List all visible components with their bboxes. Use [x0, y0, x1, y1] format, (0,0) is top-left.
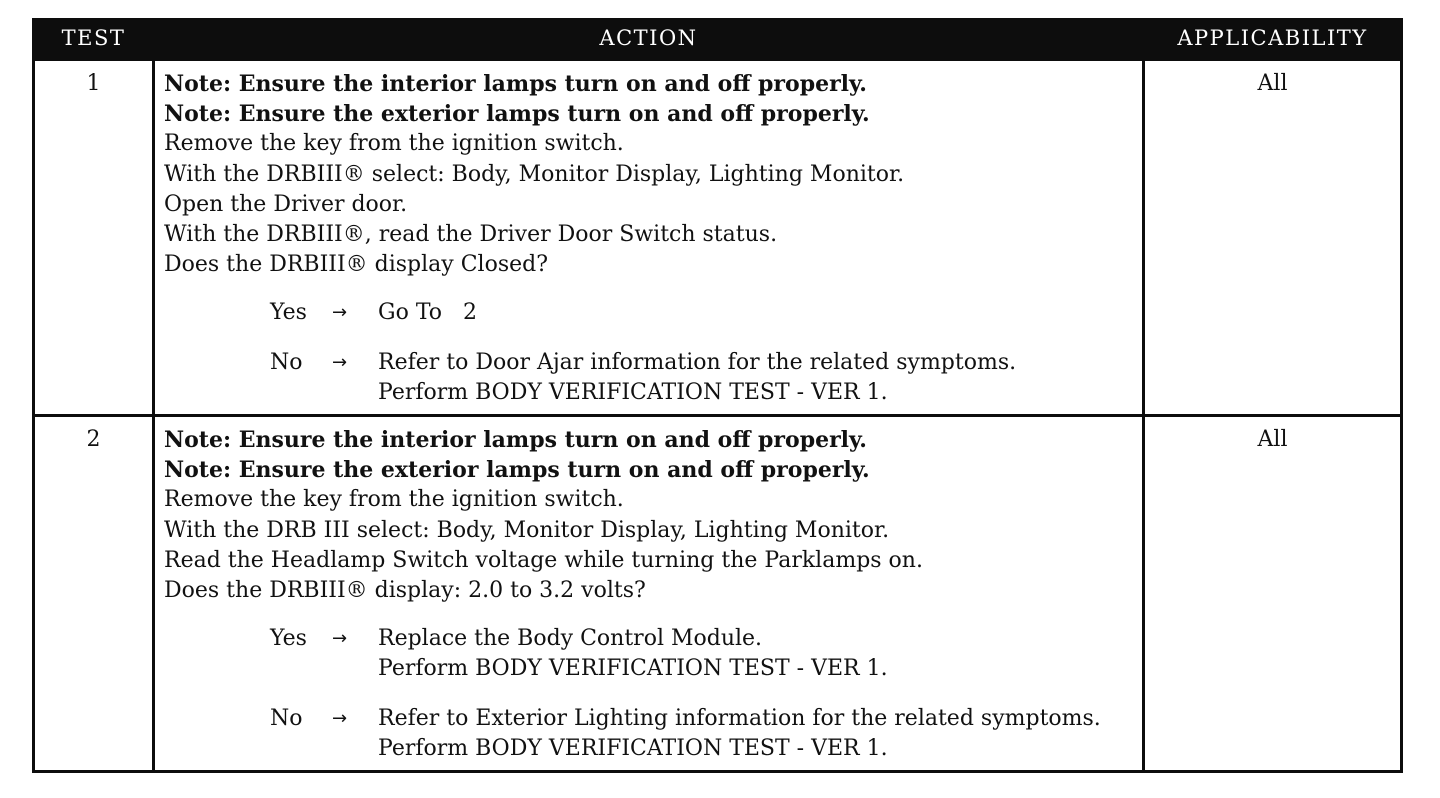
step-line: Remove the key from the ignition switch.: [164, 131, 624, 157]
outcome-text: [378, 704, 1136, 764]
note-line: Note: Ensure the interior lamps turn on and off properly.: [164, 71, 867, 97]
diagnostic-test-table: [32, 18, 1403, 773]
outcome-no: [164, 704, 1136, 764]
outcome-yes: [164, 624, 1136, 684]
outcome-label: Yes: [270, 626, 307, 652]
table-row: [34, 60, 1402, 416]
outcome-yes: [164, 298, 1136, 328]
outcome-text: [378, 298, 1136, 328]
step-line: Open the Driver door.: [164, 191, 408, 217]
table-row: [34, 416, 1402, 772]
outcome-label: Yes: [270, 300, 307, 326]
outcome-label: No: [270, 349, 303, 375]
step-line: Does the DRBIII® display Closed?: [164, 252, 549, 278]
test-applicability: All: [1144, 60, 1402, 416]
outcome-line: Replace the Body Control Module.: [378, 626, 763, 652]
note-line: Note: Ensure the exterior lamps turn on and off properly.: [164, 101, 870, 128]
outcome-text: [378, 624, 1136, 684]
test-action: [154, 60, 1144, 416]
outcome-text: [378, 348, 1136, 408]
diagnostic-test-page: [32, 18, 1400, 786]
step-line: With the DRBIII®, read the Driver Door Switch status.: [164, 222, 778, 248]
test-number: 2: [34, 416, 154, 772]
outcome-line: Go To 2: [378, 300, 477, 326]
step-line: Read the Headlamp Switch voltage while turning the Parklamps on.: [164, 547, 923, 573]
outcome-line: Refer to Door Ajar information for the related symptoms.: [378, 349, 1017, 375]
test-number: 1: [34, 60, 154, 416]
step-line: With the DRBIII® select: Body, Monitor Display, Lighting Monitor.: [164, 161, 905, 187]
outcome-no: [164, 348, 1136, 408]
test-action: [154, 416, 1144, 772]
test-applicability: All: [1144, 416, 1402, 772]
arrow-icon: →: [332, 628, 348, 650]
table-header-row: [34, 18, 1402, 60]
note-line: Note: Ensure the exterior lamps turn on and off properly.: [164, 457, 870, 484]
arrow-icon: →: [332, 707, 348, 729]
header-action: ACTION: [154, 18, 1144, 60]
step-line: Does the DRBIII® display: 2.0 to 3.2 volts?: [164, 578, 646, 604]
outcome-list: [164, 624, 1136, 764]
step-line: With the DRB III select: Body, Monitor Display, Lighting Monitor.: [164, 517, 890, 543]
arrow-icon: →: [332, 351, 348, 373]
header-test: TEST: [34, 18, 154, 60]
note-line: Note: Ensure the interior lamps turn on and off properly.: [164, 427, 867, 454]
outcome-line: Refer to Exterior Lighting information for the related symptoms.: [378, 705, 1101, 731]
header-applicability: APPLICABILITY: [1144, 18, 1402, 60]
step-line: Remove the key from the ignition switch.: [164, 487, 624, 513]
outcome-label: No: [270, 705, 303, 731]
outcome-line: Perform BODY VERIFICATION TEST - VER 1.: [378, 656, 888, 682]
outcome-line: Perform BODY VERIFICATION TEST - VER 1.: [378, 735, 888, 761]
outcome-list: [164, 298, 1136, 408]
arrow-icon: →: [332, 302, 348, 324]
outcome-line: Perform BODY VERIFICATION TEST - VER 1.: [378, 379, 888, 405]
